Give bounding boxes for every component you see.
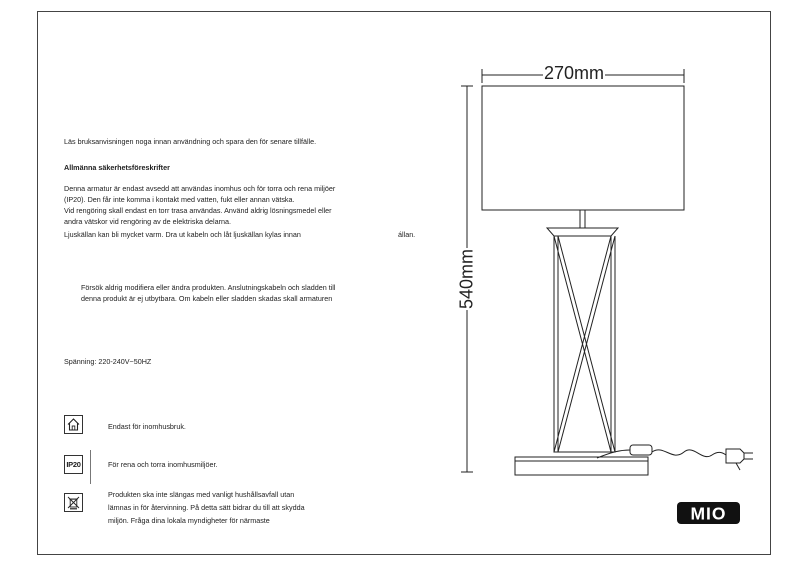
indoor-use-icon	[64, 415, 83, 434]
safety-line: Vid rengöring skall endast en torr trasa användas. Använd aldrig lösningsmedel eller	[64, 206, 332, 215]
safety-line: (IP20). Den får inte komma i kontakt med vatten, fukt eller annan vätska.	[64, 195, 295, 204]
ip20-text: För rena och torra inomhusmiljöer.	[108, 460, 218, 469]
safety-heading: Allmänna säkerhetsföreskrifter	[64, 163, 170, 172]
safety-line-end: állan.	[398, 230, 416, 239]
intro-text: Läs bruksanvisningen noga innan användning och spara den för senare tillfälle.	[64, 137, 317, 146]
height-dimension-label: 540mm	[456, 248, 477, 310]
voltage-text: Spänning: 220-240V~50HZ	[64, 357, 152, 366]
weee-bin-icon	[64, 493, 83, 512]
indoor-use-text: Endast för inomhusbruk.	[108, 422, 186, 431]
lamp-technical-drawing	[440, 50, 770, 524]
ip20-icon	[64, 455, 83, 474]
safety-line: Ljuskällan kan bli mycket varm. Dra ut kabeln och låt ljuskällan kylas innan	[64, 230, 301, 239]
brand-logo-text: MIO	[690, 503, 727, 524]
cable-switch	[630, 445, 652, 455]
modify-line: Försök aldrig modifiera eller ändra produkten. Anslutningskabeln och sladden till	[81, 283, 336, 292]
weee-line: miljön. Fråga dina lokala myndigheter för närmaste	[108, 516, 270, 525]
lamp-top-plate	[547, 228, 618, 236]
lampshade	[482, 86, 684, 210]
safety-line: andra vätskor vid rengöring av de elektriska delarna.	[64, 217, 232, 226]
weee-line: Produkten ska inte slängas med vanligt hushållsavfall utan	[108, 490, 295, 499]
width-dimension-label: 270mm	[544, 63, 605, 83]
lamp-base	[515, 457, 648, 475]
safety-line: Denna armatur är endast avsedd att användas inomhus och för torra och rena miljöer	[64, 184, 336, 193]
ip20-label: IP20	[66, 460, 81, 469]
modify-line: denna produkt är ej utbytbara. Om kabeln eller sladden skadas skall armaturen	[81, 294, 333, 303]
weee-line: lämnas in för återvinning. På detta sätt bidrar du till att skydda	[108, 503, 305, 512]
mio-logo	[677, 502, 740, 524]
divider	[90, 450, 91, 484]
power-plug	[726, 449, 744, 463]
